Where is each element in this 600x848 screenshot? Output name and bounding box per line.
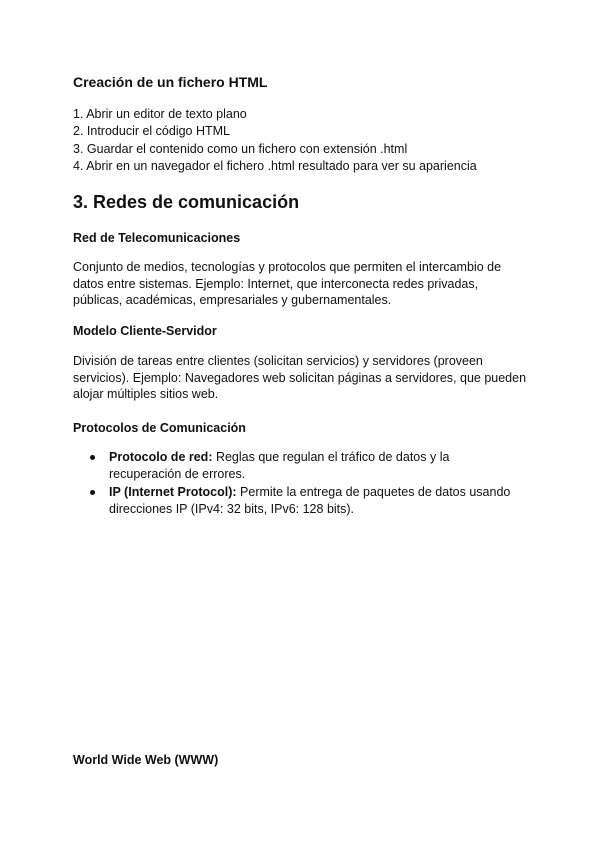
- paragraph-modelo-cliente-servidor: División de tareas entre clientes (solicitan servicios) y servidores (proveen servicios). Ejemplo: Navegadores web solicitan páginas a servidores, que pueden alojar múltiples sitios web.: [73, 354, 527, 401]
- heading-creacion-html: Creación de un fichero HTML: [73, 74, 268, 90]
- step-item: 3. Guardar el contenido como un fichero con extensión .html: [73, 141, 408, 156]
- protocol-term: IP (Internet Protocol):: [109, 485, 237, 499]
- protocol-list: [73, 449, 523, 519]
- heading-modelo-cliente-servidor: Modelo Cliente-Servidor: [73, 324, 217, 338]
- heading-redes-comunicacion: 3. Redes de comunicación: [73, 192, 300, 212]
- heading-world-wide-web: World Wide Web (WWW): [73, 753, 219, 767]
- heading-protocolos-comunicacion: Protocolos de Comunicación: [73, 421, 246, 435]
- bullet-dot-icon: [90, 490, 95, 495]
- bullet-dot-icon: [90, 455, 95, 460]
- paragraph-red-telecomunicaciones: Conjunto de medios, tecnologías y protocolos que permiten el intercambio de datos entre sistemas. Ejemplo: Internet, que interconecta redes privadas, públicas, académicas, empresariales y gubernamentales.: [73, 260, 502, 307]
- step-item: 2. Introducir el código HTML: [73, 124, 231, 139]
- protocol-term: Protocolo de red:: [109, 450, 213, 464]
- heading-red-telecomunicaciones: Red de Telecomunicaciones: [73, 231, 241, 245]
- step-item: 1. Abrir un editor de texto plano: [73, 107, 247, 121]
- step-item: 4. Abrir en un navegador el fichero .html resultado para ver su apariencia: [73, 158, 477, 173]
- protocol-description: Permite la entrega de paquetes de datos usando direcciones IP (IPv4: 32 bits, IPv6: 128 bits).: [109, 485, 511, 516]
- list-item: [73, 484, 523, 517]
- list-item: [73, 449, 523, 482]
- protocol-description: Reglas que regulan el tráfico de datos y la recuperación de errores.: [109, 450, 450, 481]
- steps-list: [73, 106, 477, 175]
